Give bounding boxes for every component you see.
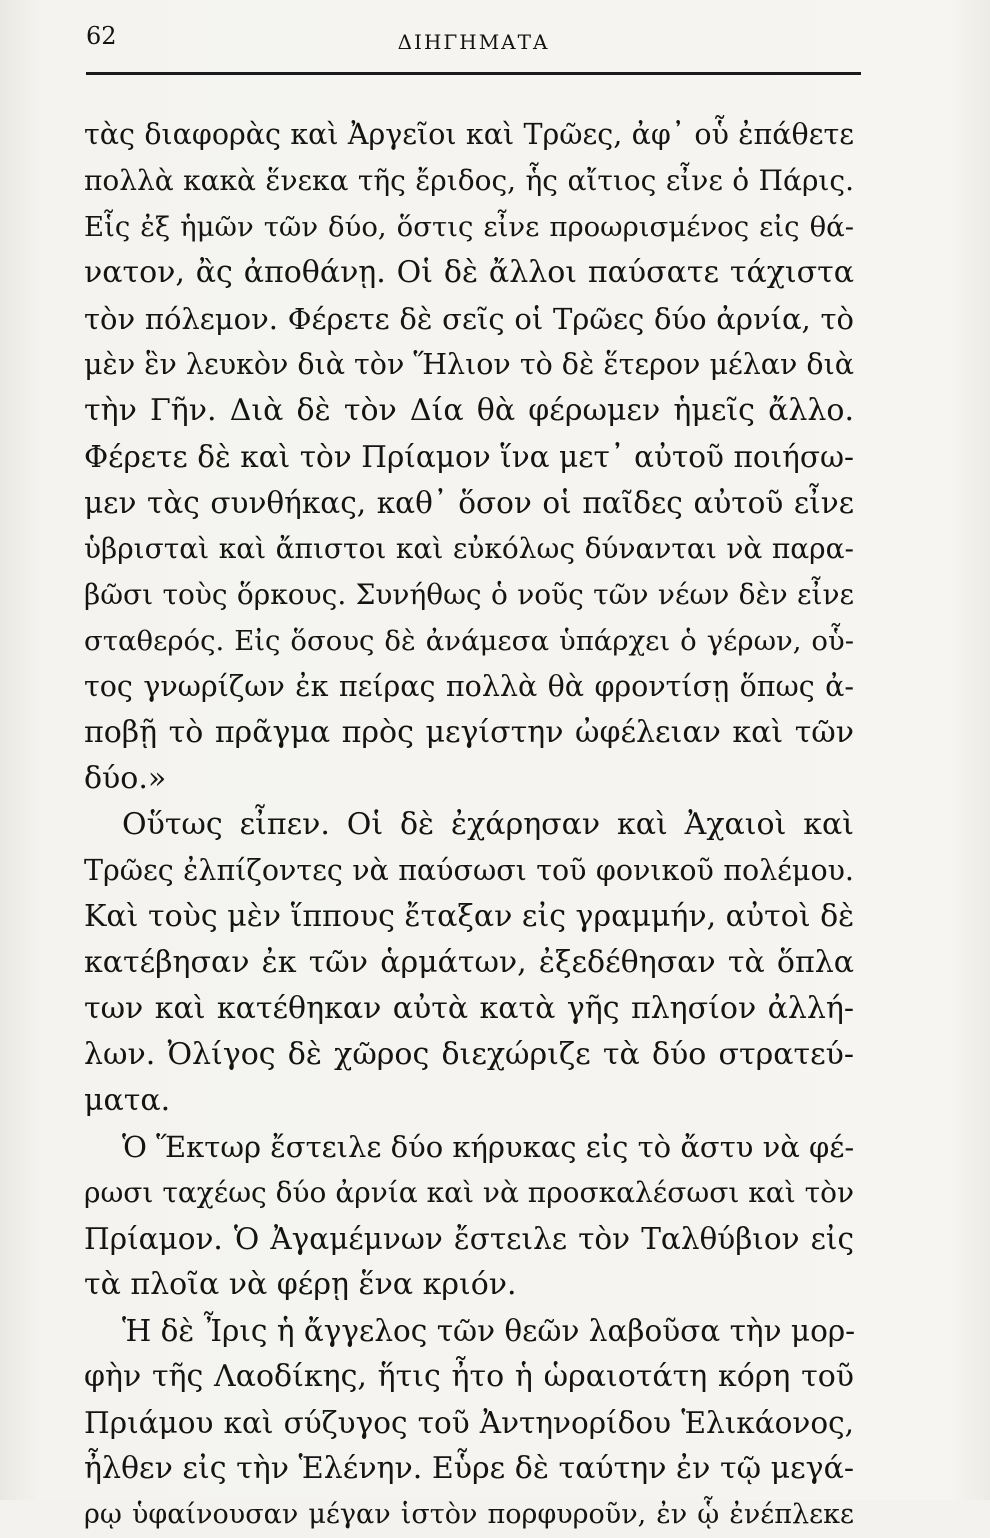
text-line: Εἷς ἐξ ἡμῶν τῶν δύο, ὅστις εἶνε προωρισμένος εἰς θά- xyxy=(84,211,854,243)
text-line: κατέβησαν ἐκ τῶν ἁρμάτων, ἐξεδέθησαν τὰ ὅπλα xyxy=(84,945,854,980)
text-line: Πριάμου καὶ σύζυγος τοῦ Ἀντηνορίδου Ἑλικάονος, xyxy=(84,1406,854,1440)
text-line: ποβῇ τὸ πρᾶγμα πρὸς μεγίστην ὠφέλειαν καὶ τῶν xyxy=(84,715,854,750)
text-line: Ἡ δὲ Ἶρις ἡ ἄγγελος τῶν θεῶν λαβοῦσα τὴν μορ- xyxy=(122,1314,856,1348)
text-line: μεν τὰς συνθήκας, καθ᾽ ὅσον οἱ παῖδες αὐτοῦ εἶνε xyxy=(84,486,854,520)
text-line: τὴν Γῆν. Διὰ δὲ τὸν Δία θὰ φέρωμεν ἡμεῖς ἄλλο. xyxy=(84,393,854,428)
text-line: Οὕτως εἶπεν. Οἱ δὲ ἐχάρησαν καὶ Ἀχαιοὶ καὶ xyxy=(122,807,854,842)
text-line: πολλὰ κακὰ ἕνεκα τῆς ἔριδος, ἧς αἴτιος εἶνε ὁ Πάρις. xyxy=(84,164,854,197)
text-line: τος γνωρίζων ἐκ πείρας πολλὰ θὰ φροντίσῃ ὅπως ἀ- xyxy=(84,670,854,703)
text-line: ὑβρισταὶ καὶ ἄπιστοι καὶ εὐκόλως δύνανται νὰ παρα- xyxy=(84,532,854,565)
running-title: ΔΙΗΓΗΜΑΤΑ xyxy=(397,30,550,54)
header-rule xyxy=(86,72,861,75)
text-line: τὸν πόλεμον. Φέρετε δὲ σεῖς οἱ Τρῶες δύο ἀρνία, τὸ xyxy=(84,302,854,336)
text-line: μὲν ἓν λευκὸν διὰ τὸν Ἥλιον τὸ δὲ ἕτερον μέλαν διὰ xyxy=(84,348,855,381)
text-line: Ὁ Ἕκτωρ ἔστειλε δύο κήρυκας εἰς τὸ ἄστυ νὰ φέ- xyxy=(122,1130,855,1164)
text-line: Φέρετε δὲ καὶ τὸν Πρίαμον ἵνα μετ᾽ αὐτοῦ ποιήσω- xyxy=(84,440,854,474)
text-line: νατον, ἂς ἀποθάνῃ. Οἱ δὲ ἄλλοι παύσατε τάχιστα xyxy=(84,255,854,290)
text-line: ματα. xyxy=(84,1083,171,1118)
text-line: των καὶ κατέθηκαν αὐτὰ κατὰ γῆς πλησίον ἀλλή- xyxy=(84,991,854,1026)
body-text xyxy=(84,112,854,1538)
text-line: ρωσι ταχέως δύο ἀρνία καὶ νὰ προσκαλέσωσι καὶ τὸν xyxy=(84,1176,854,1209)
text-line: φὴν τῆς Λαοδίκης, ἥτις ἦτο ἡ ὡραιοτάτη κόρη τοῦ xyxy=(84,1359,854,1394)
text-line: τὰ πλοῖα νὰ φέρῃ ἕνα κριόν. xyxy=(84,1267,517,1302)
text-line: βῶσι τοὺς ὅρκους. Συνήθως ὁ νοῦς τῶν νέων δὲν εἶνε xyxy=(84,578,854,611)
text-line: λων. Ὀλίγος δὲ χῶρος διεχώριζε τὰ δύο στρατεύ- xyxy=(84,1037,854,1072)
text-line: Τρῶες ἐλπίζοντες νὰ παύσωσι τοῦ φονικοῦ πολέμου. xyxy=(84,854,854,887)
text-line: ρῳ ὑφαίνουσαν μέγαν ἱστὸν πορφυροῦν, ἐν ᾧ ἐνέπλεκε xyxy=(84,1499,854,1530)
text-line: τὰς διαφορὰς καὶ Ἀργεῖοι καὶ Τρῶες, ἀφ᾽ οὗ ἐπάθετε xyxy=(84,118,854,151)
text-line: δύο.» xyxy=(84,761,167,796)
text-line: Καὶ τοὺς μὲν ἵππους ἔταξαν εἰς γραμμήν, αὐτοὶ δὲ xyxy=(84,899,855,934)
text-line: Πρίαμον. Ὁ Ἀγαμέμνων ἔστειλε τὸν Ταλθύβιον εἰς xyxy=(84,1222,854,1256)
text-line: ἦλθεν εἰς τὴν Ἑλένην. Εὗρε δὲ ταύτην ἐν τῷ μεγά- xyxy=(84,1451,854,1486)
page-header xyxy=(86,20,861,68)
text-line: σταθερός. Εἰς ὅσους δὲ ἀνάμεσα ὑπάρχει ὁ γέρων, οὗ- xyxy=(84,625,854,657)
page-number: 62 xyxy=(86,22,117,50)
